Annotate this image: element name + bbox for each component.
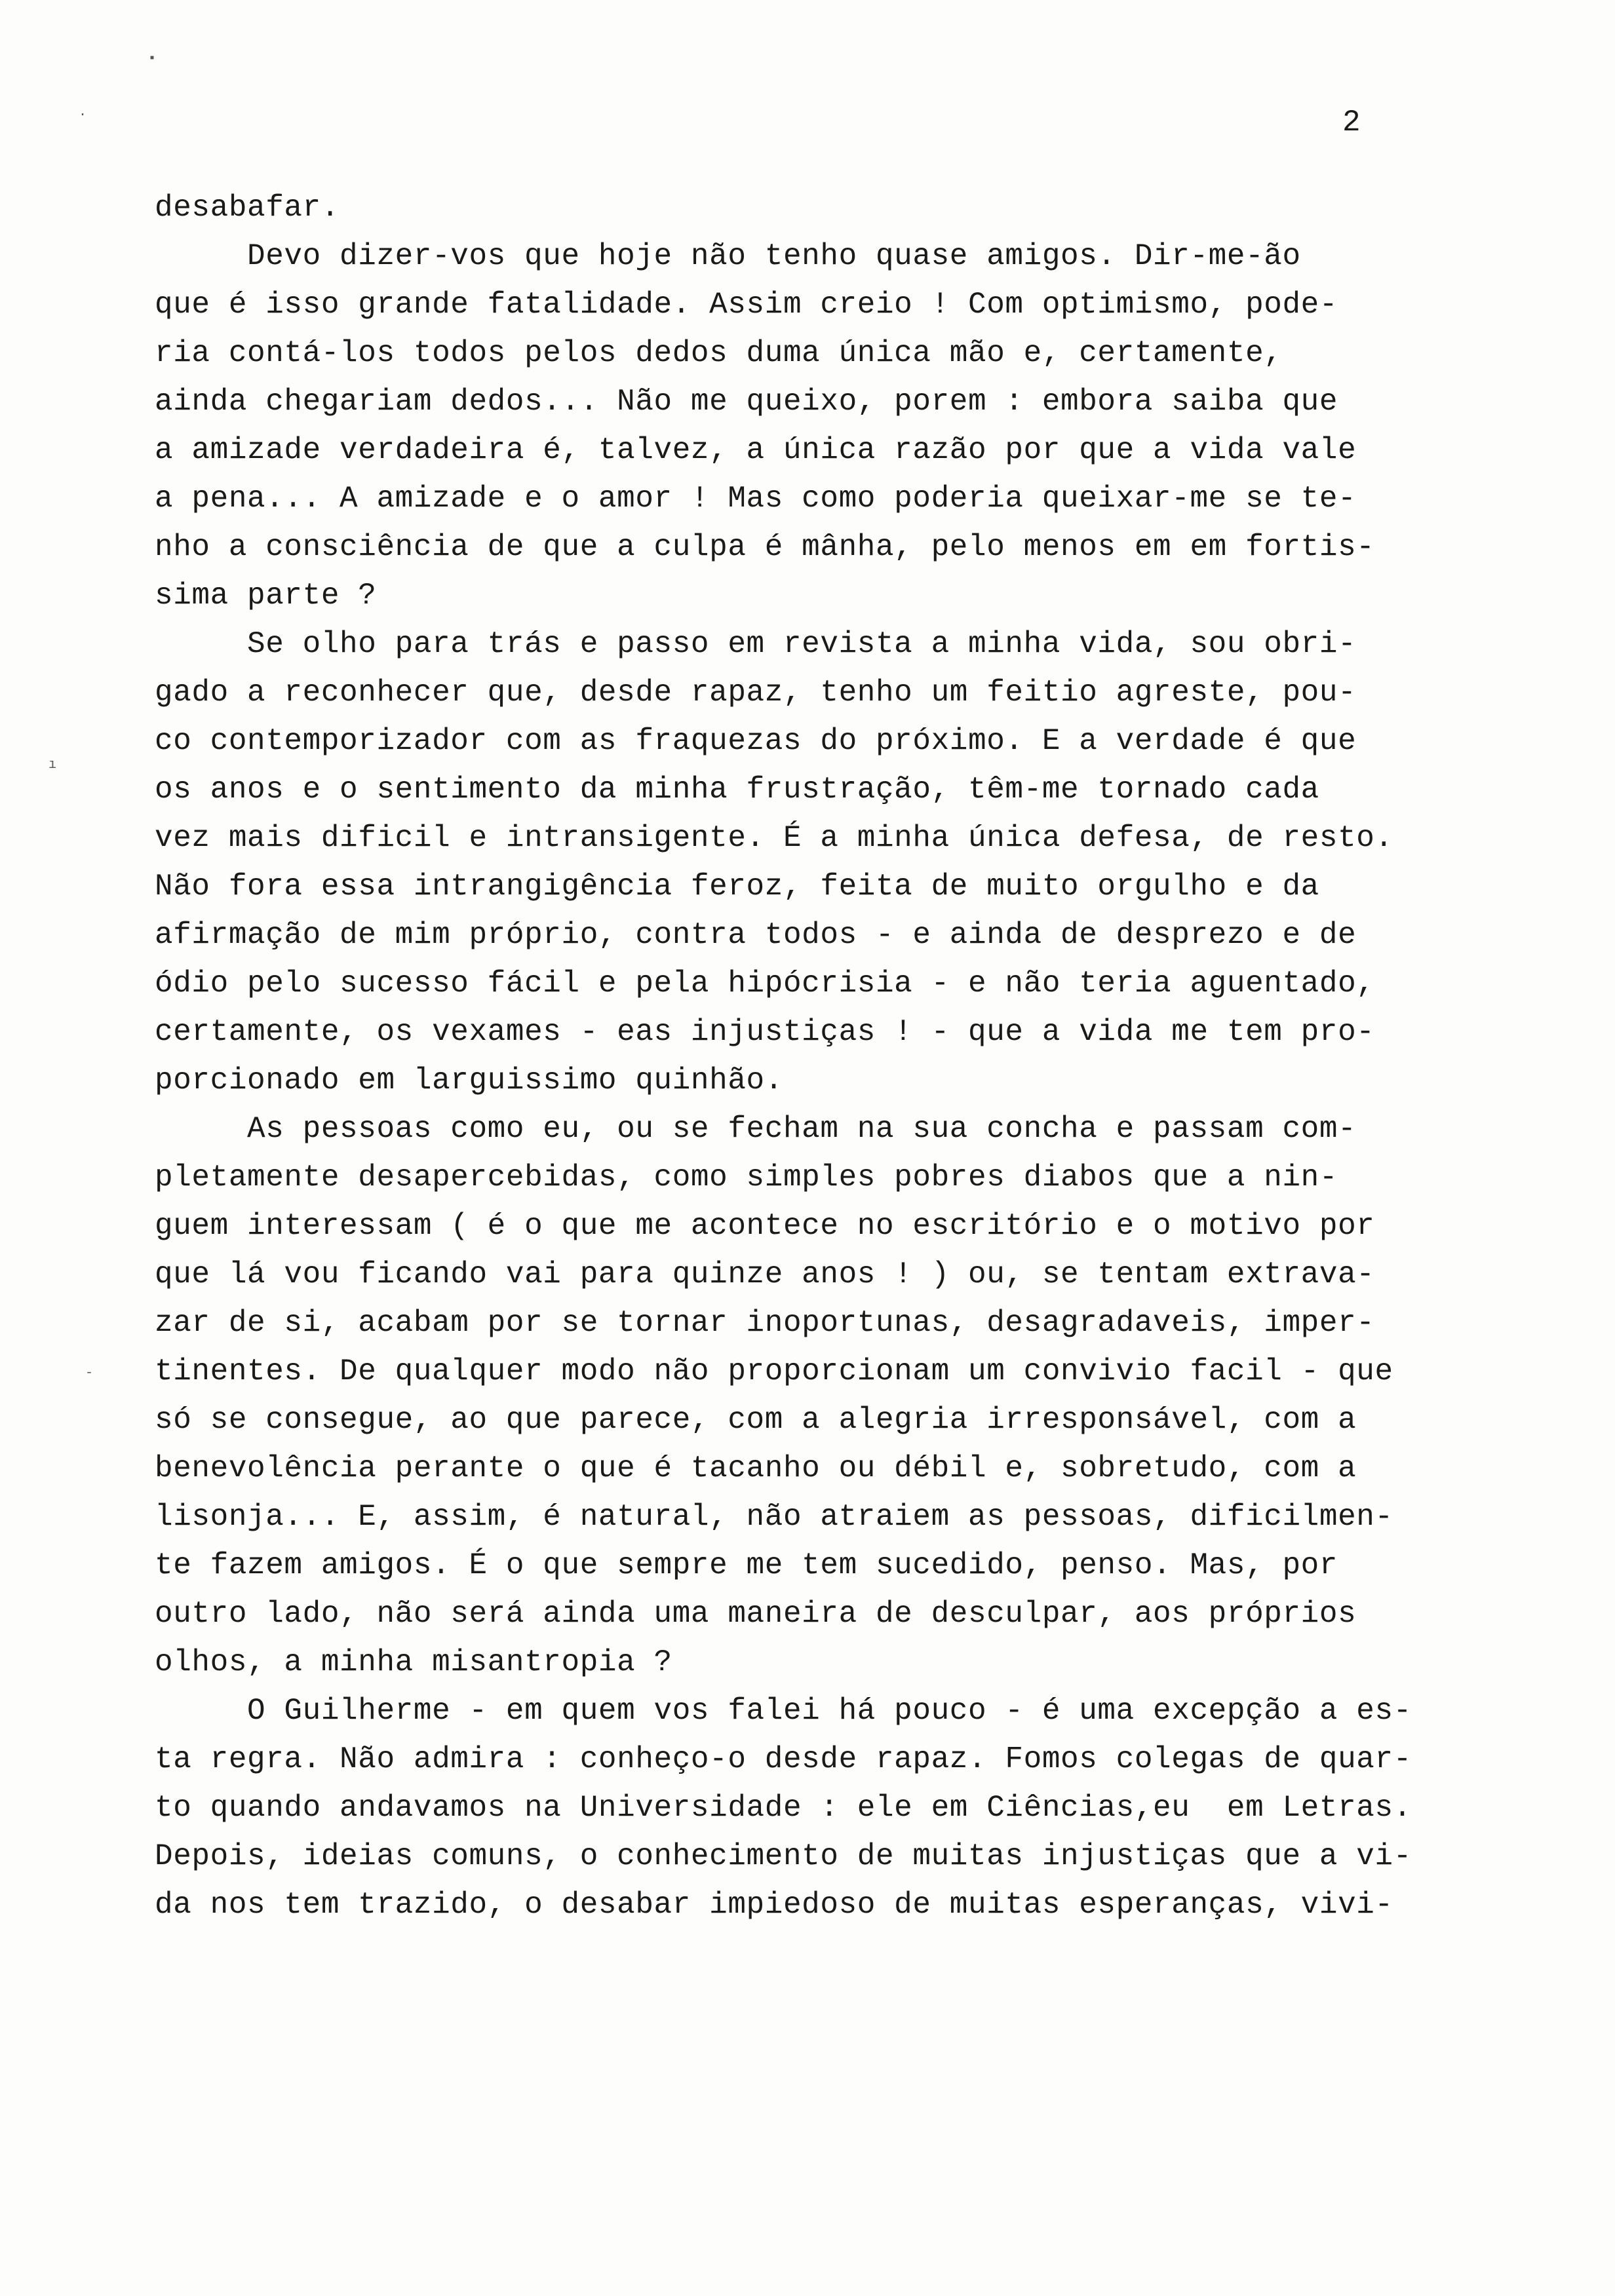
text-line: os anos e o sentimento da minha frustração, têm-me tornado cada [155,773,1319,807]
text-line: vez mais dificil e intransigente. É a minha única defesa, de resto. [155,821,1393,855]
text-line: O Guilherme - em quem vos falei há pouco - é uma excepção a es- [155,1694,1412,1728]
paragraph [155,620,1505,1105]
text-line: a amizade verdadeira é, talvez, a única razão por que a vida vale [155,433,1357,467]
text-line: benevolência perante o que é tacanho ou débil e, sobretudo, com a [155,1451,1357,1485]
text-line: ria contá-los todos pelos dedos duma única mão e, certamente, [155,336,1283,370]
stray-ink-mark: · [79,107,87,123]
text-line: te fazem amigos. É o que sempre me tem sucedido, penso. Mas, por [155,1548,1338,1582]
paragraph [155,232,1505,620]
body-text [155,183,1505,1929]
text-line: sima parte ? [155,579,377,613]
text-line: pletamente desapercebidas, como simples pobres diabos que a nin- [155,1160,1338,1195]
stray-ink-mark: ı [49,757,57,773]
text-line: outro lado, não será ainda uma maneira de desculpar, aos próprios [155,1597,1357,1631]
text-line: tinentes. De qualquer modo não proporcionam um convivio facil - que [155,1354,1393,1388]
text-line: ódio pelo sucesso fácil e pela hipócrisia - e não teria aguentado, [155,966,1375,1001]
text-line: certamente, os vexames - eas injustiças ! - que a vida me tem pro- [155,1015,1375,1049]
stray-ink-mark: - [85,1366,94,1381]
stray-ink-mark: ▪ [148,51,157,66]
text-line: ainda chegariam dedos... Não me queixo, porem : embora saiba que [155,385,1338,419]
paragraph [155,1105,1505,1687]
text-line: Devo dizer-vos que hoje não tenho quase amigos. Dir-me-ão [155,239,1301,273]
text-line: afirmação de mim próprio, contra todos - e ainda de desprezo e de [155,918,1357,952]
text-line: porcionado em larguissimo quinhão. [155,1063,783,1098]
text-line: zar de si, acabam por se tornar inoportunas, desagradaveis, imper- [155,1306,1375,1340]
text-line: que é isso grande fatalidade. Assim creio ! Com optimismo, pode- [155,288,1338,322]
text-line: nho a consciência de que a culpa é mânha, pelo menos em em fortis- [155,530,1375,564]
text-line: As pessoas como eu, ou se fecham na sua concha e passam com- [155,1112,1357,1146]
text-line: gado a reconhecer que, desde rapaz, tenho um feitio agreste, pou- [155,676,1357,710]
text-line: só se consegue, ao que parece, com a alegria irresponsável, com a [155,1403,1357,1437]
text-line: lisonja... E, assim, é natural, não atraiem as pessoas, dificilmen- [155,1500,1393,1534]
text-line: guem interessam ( é o que me acontece no escritório e o motivo por [155,1209,1375,1243]
text-line: to quando andavamos na Universidade : ele em Ciências,eu em Letras. [155,1791,1412,1825]
text-line: desabafar. [155,191,340,225]
text-line: co contemporizador com as fraquezas do próximo. E a verdade é que [155,724,1357,758]
text-line: olhos, a minha misantropia ? [155,1645,672,1679]
text-line: Se olho para trás e passo em revista a minha vida, sou obri- [155,627,1357,661]
text-line: a pena... A amizade e o amor ! Mas como poderia queixar-me se te- [155,482,1357,516]
text-line: ta regra. Não admira : conheço-o desde rapaz. Fomos colegas de quar- [155,1742,1412,1776]
text-line: Depois, ideias comuns, o conhecimento de muitas injustiças que a vi- [155,1839,1412,1873]
page-number: 2 [1342,105,1361,140]
text-line: Não fora essa intrangigência feroz, feita de muito orgulho e da [155,870,1319,904]
text-line: da nos tem trazido, o desabar impiedoso de muitas esperanças, vivi- [155,1888,1393,1922]
paragraph [155,1687,1505,1929]
text-line: que lá vou ficando vai para quinze anos ! ) ou, se tentam extrava- [155,1257,1375,1292]
paragraph [155,183,1505,232]
